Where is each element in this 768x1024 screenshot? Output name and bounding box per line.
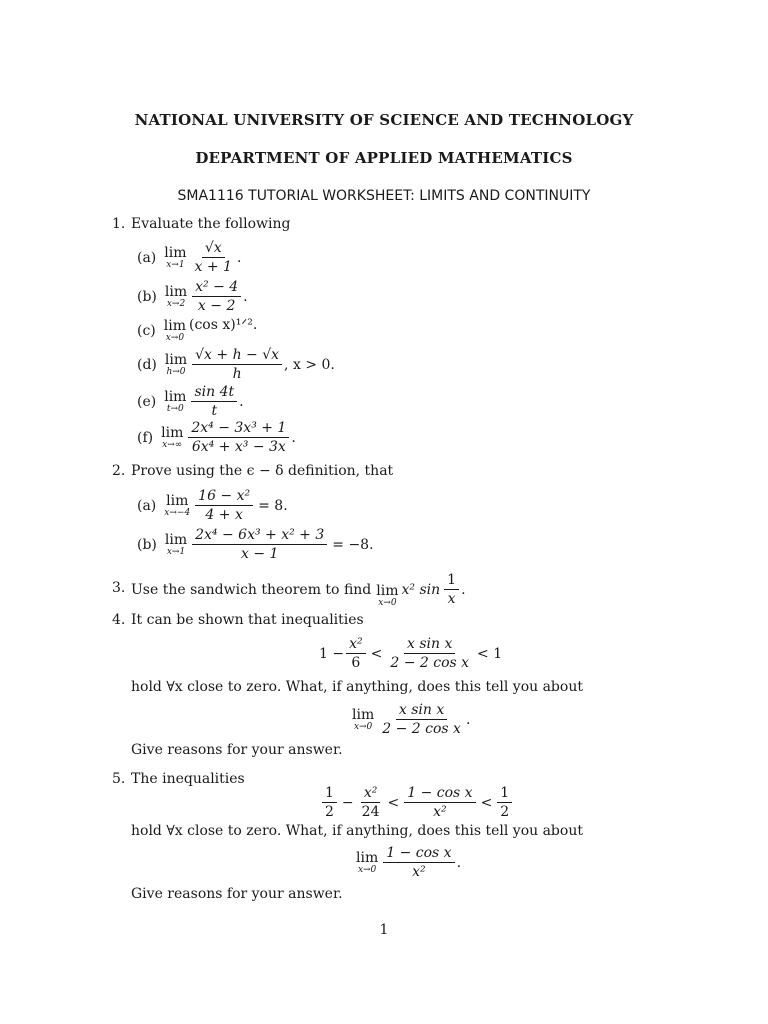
limit-operator: lim x→0 (163, 318, 186, 343)
limit-operator: lim x→0 (356, 849, 379, 875)
q4-inequality: 1 − $\frac{\text{x²}}{6}$ < $\frac{\text{x sin x}}{\text{2 − 2 cos x}}$ < 1 (319, 636, 503, 672)
q5-number: 5. (112, 771, 126, 787)
fraction: $\frac{\text{x² − 4}}{x - 2}$ (192, 279, 241, 314)
q1a: (a) lim x→1 $\frac{√x}{x + 1}$ . (137, 240, 242, 276)
q5-text: The inequalities (131, 771, 245, 787)
fraction: $\frac{1}{2}$ (322, 785, 337, 820)
q4-number: 4. (112, 612, 126, 628)
fraction: $\frac{1}{2}$ (497, 785, 512, 820)
limit-operator: lim x→−4 (164, 492, 191, 518)
part-label: (f) (137, 429, 154, 446)
q4-limit: lim x→0 $\frac{\text{x sin x}}{\text{2 − 2 cos x}}$ . (352, 702, 471, 738)
fraction: $\frac{\text{x sin x}}{\text{2 − 2 cos x}}$ (382, 702, 461, 738)
part-label: (b) (137, 536, 157, 553)
q5-inequality: $\frac{1}{2}$ − $\frac{\text{x²}}{24}$ < $\frac{\text{1 − cos x}}{\text{x²}}$ < $\frac{1}{2}$ (320, 785, 514, 820)
limit-operator: lim x→2 (164, 283, 188, 309)
fraction: $\frac{\text{x²}}{6}$ (346, 636, 366, 671)
part-label: (b) (137, 288, 157, 305)
limit-operator: lim x→1 (164, 244, 187, 270)
q1-number: 1. (112, 216, 126, 232)
q5-limit: lim x→0 $\frac{\text{1 − cos x}}{\text{x²}}$ . (356, 845, 462, 881)
q1f: (f) lim x→∞ $\frac{\text{2x⁴ − 3x³ + 1}}{\text{6x⁴ + x³ − 3x}}$ . (137, 420, 296, 456)
q2-text: Prove using the ϵ − δ definition, that (131, 463, 394, 479)
expression: (cos x)¹ᐟ². (189, 317, 258, 333)
fraction: $\frac{\text{2x⁴ − 3x³ + 1}}{\text{6x⁴ + x³ − 3x}}$ (188, 420, 289, 455)
q1-text: Evaluate the following (131, 216, 291, 232)
fraction: $\frac{\text{1 − cos x}}{\text{x²}}$ (404, 785, 475, 820)
department-title: DEPARTMENT OF APPLIED MATHEMATICS (195, 149, 573, 167)
q5-reason: Give reasons for your answer. (131, 886, 343, 902)
q2a: (a) lim x→−4 $\frac{\text{16 − x²}}{4 + x}$ = 8. (137, 488, 288, 524)
fraction: $\frac{1}{x}$ (444, 572, 459, 607)
part-label: (d) (137, 356, 157, 373)
fraction: $\frac{√x + h - √x}{h}$ (192, 347, 282, 382)
page-number: 1 (379, 922, 389, 938)
q4-reason: Give reasons for your answer. (131, 742, 343, 758)
fraction: $\frac{\text{2x⁴ − 6x³ + x² + 3}}{x - 1}$ (192, 527, 327, 562)
fraction: $\frac{\text{1 − cos x}}{\text{x²}}$ (383, 845, 454, 880)
limit-operator: lim h→0 (164, 351, 188, 377)
limit-operator: lim x→0 (352, 706, 375, 732)
q1c (137, 319, 257, 343)
fraction: $\frac{\sin 4t}{t}$ (191, 384, 237, 419)
fraction: $\frac{\text{x sin x}}{\text{2 − 2 cos x}}$ (390, 636, 470, 672)
part-label: (c) (137, 323, 156, 339)
q4-hold-text: hold ∀x close to zero. What, if anything, does this tell you about (131, 679, 583, 695)
q3: Use the sandwich theorem to find lim x→0 x² sin $\frac{1}{x}$ . (131, 571, 466, 608)
worksheet-title: SMA1116 TUTORIAL WORKSHEET: LIMITS AND CONTINUITY (177, 188, 591, 204)
q5-hold-text: hold ∀x close to zero. What, if anything, does this tell you about (131, 823, 583, 839)
q1b: (b) lim x→2 $\frac{\text{x² − 4}}{x - 2}$ . (137, 279, 248, 315)
fraction: $\frac{\text{16 − x²}}{4 + x}$ (195, 488, 253, 523)
limit-operator: lim x→0 (376, 583, 399, 608)
q1e: (e) lim t→0 $\frac{\sin 4t}{t}$ . (137, 384, 244, 420)
limit-operator: lim x→1 (164, 531, 188, 557)
q4-text: It can be shown that inequalities (131, 612, 364, 628)
part-label: (e) (137, 393, 157, 410)
q2b: (b) lim x→1 $\frac{\text{2x⁴ − 6x³ + x² + 3}}{x - 1}$ = −8. (137, 527, 374, 563)
limit-operator: lim t→0 (164, 388, 187, 414)
q3-number: 3. (112, 580, 126, 596)
part-label: (a) (137, 497, 157, 514)
q2-number: 2. (112, 463, 126, 479)
part-label: (a) (137, 249, 157, 266)
fraction: $\frac{\text{x²}}{24}$ (361, 785, 380, 821)
q1d: (d) lim h→0 $\frac{√x + h - √x}{h}$ , x > 0. (137, 347, 335, 383)
university-title: NATIONAL UNIVERSITY OF SCIENCE AND TECHNOLOGY (134, 111, 634, 129)
fraction: $\frac{√x}{x + 1}$ (194, 240, 232, 276)
limit-operator: lim x→∞ (161, 424, 184, 450)
